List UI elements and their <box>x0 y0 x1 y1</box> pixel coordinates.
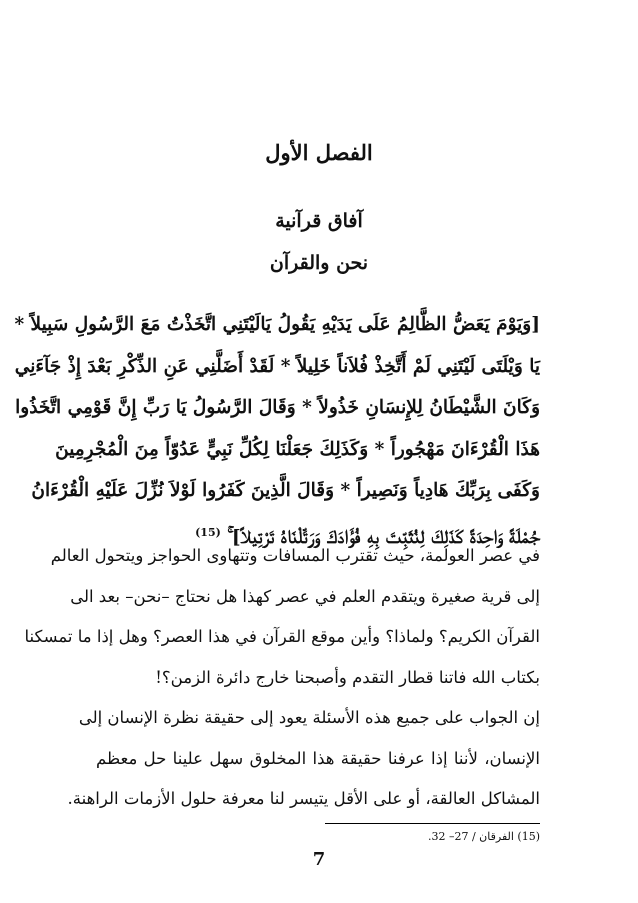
section-subtitle-2: نحن والقرآن <box>269 252 369 274</box>
paragraph-line: إن الجواب على جميع هذه الأسئلة يعود إلى حقيقة نظرة الإنسان إلى <box>78 708 540 727</box>
page-number: 7 <box>312 849 326 870</box>
verse-line: وَكَفَى بِرَبِّكَ هَادِياً وَنَصِيراً * وَقَالَ الَّذِينَ كَفَرُوا لَوْلاَ نُزِّلَ عَلَيْهِ الْقُرْءَانُ <box>31 480 540 501</box>
verse-line: يَا وَيْلَتَى لَيْتَنِي لَمْ أَتَّخِذْ فُلاَناً خَلِيلاً * لَقَدْ أَضَلَّنِي عَنِ الذِّكْرِ بَعْدَ إِذْ جَآءَنِي <box>14 355 540 377</box>
quran-verse-block <box>14 304 540 558</box>
paragraph-line: بكتاب الله فاتنا قطار التقدم وأصبحنا خارج دائرة الزمن؟! <box>155 667 540 687</box>
body-text <box>24 536 540 820</box>
chapter-title: الفصل الأول <box>265 140 373 165</box>
verse-line: هَذَا الْقُرْءَانَ مَهْجُوراً * وَكَذَلِكَ جَعَلْنَا لِكُلِّ نَبِيٍّ عَدُوّاً مِنَ الْمُجْرِمِينَ <box>55 438 540 460</box>
paragraph-line: في عصر العولمة، حيث تقترب المسافات وتتهاوى الحواجز ويتحول العالم <box>50 546 540 565</box>
verse-line: [وَيَوْمَ يَعَضُّ الظَّالِمُ عَلَى يَدَيْهِ يَقُولُ يَالَيْتَنِي اتَّخَذْتُ مَعَ الرَّسُولِ سَبِيلاً * <box>14 314 540 335</box>
verse-line: وَكَانَ الشَّيْطَانُ لِلإِنسَانِ خَذُولاً * وَقَالَ الرَّسُولُ يَا رَبِّ إِنَّ قَوْمِي اتَّخَذُوا <box>15 397 540 418</box>
section-subtitle-1: آفاق قرآنية <box>275 210 363 232</box>
paragraph-line: إلى قرية صغيرة ويتقدم العلم في عصر كهذا هل نحتاج –نحن– بعد الى <box>70 586 540 606</box>
paragraph-line: الإنسان، لأننا إذا عرفنا حقيقة هذا المخلوق سهل علينا حل معظم <box>96 748 540 768</box>
paragraph-line: القرآن الكريم؟ ولماذا؟ وأين موقع القرآن في هذا العصر؟ وهل إذا ما تمسكنا <box>24 627 540 646</box>
paragraph-line: المشاكل العالقة، أو على الأقل يتيسر لنا معرفة حلول الأزمات الراهنة. <box>67 789 540 808</box>
footnote-reference: (15) <box>195 525 221 539</box>
footnote: (15) الفرقان / 27– 32. <box>427 830 540 843</box>
verse-line: جُمْلَةً وَاحِدَةً كَذَلِكَ لِنُثَبِّتَ بِهِ فُؤَادَكَ وَرَتَّلْنَاهُ تَرْتِيلاً] <box>231 526 540 548</box>
footnote-divider <box>325 823 540 824</box>
